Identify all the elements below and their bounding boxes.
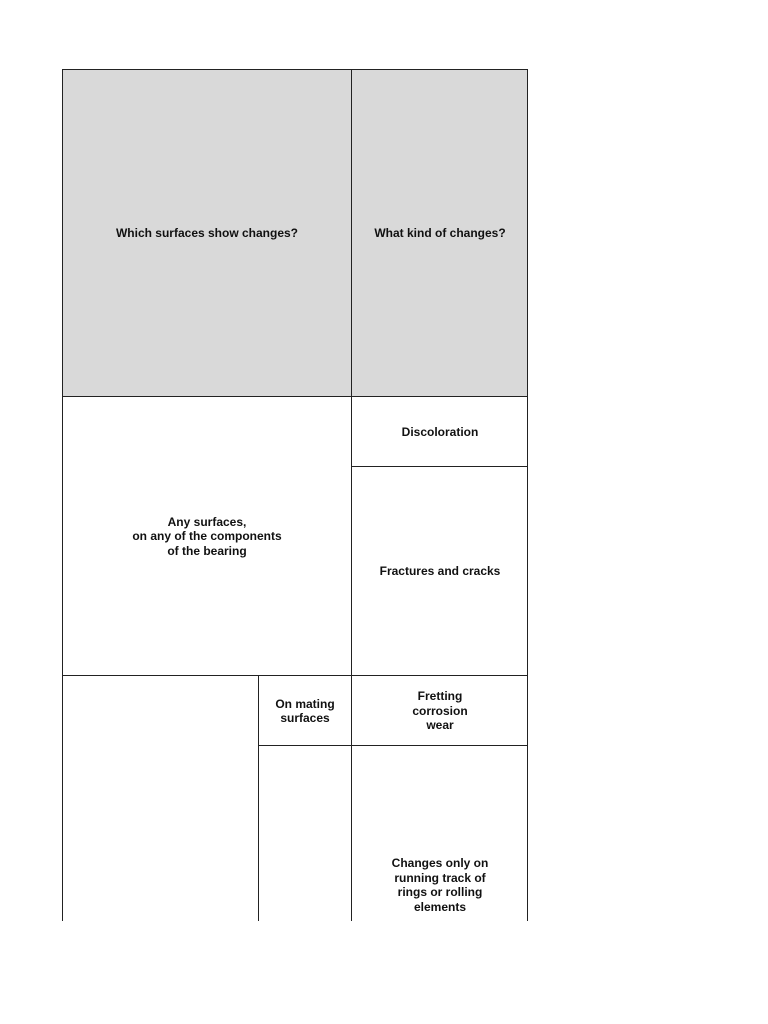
failure-analysis-table [62,69,528,921]
cell-running-track [352,746,528,921]
discoloration-label: Discoloration [401,424,479,439]
header-changes [352,69,528,397]
header-changes-label: What kind of changes? [374,225,506,240]
cell-any-surfaces [62,397,352,676]
row-divider-main [62,675,528,676]
cell-discoloration [352,397,528,467]
column-divider-lower [258,676,259,921]
cell-fretting [352,676,528,746]
column-divider-main [351,69,352,921]
cell-empty-lower-middle [258,746,352,921]
cell-fractures [352,467,528,676]
table-border-top [62,69,528,70]
fractures-label: Fractures and cracks [379,564,501,579]
any-surfaces-text: Any surfaces, on any of the components of the bearing [132,514,282,558]
header-surfaces-label: Which surfaces show changes? [115,225,299,240]
row-divider-header [62,396,528,397]
row-divider-discoloration [352,466,528,467]
header-surfaces [62,69,352,397]
cell-mating-surfaces [258,676,352,746]
table-border-right [527,69,528,921]
row-divider-fretting [258,745,528,746]
mating-surfaces-text: On mating surfaces [275,696,335,725]
running-track-text: Changes only on running track of rings or rolling elements [391,856,489,914]
fretting-text: Fretting corrosion wear [412,689,468,733]
table-border-left [62,69,63,921]
cell-empty-lower-left [62,676,258,921]
